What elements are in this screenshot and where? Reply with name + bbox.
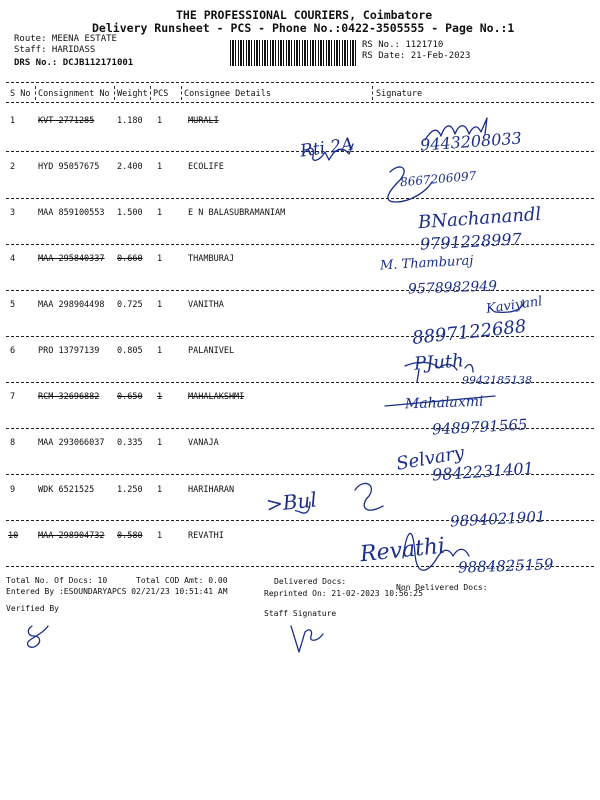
row-consignment: PRO 13797139 bbox=[38, 346, 100, 356]
row-pcs: 1 bbox=[157, 254, 163, 264]
row-weight: 0.725 bbox=[117, 300, 143, 310]
handwritten-phone: 9842231401 bbox=[431, 458, 535, 485]
row-consignment: MAA 295840337 bbox=[38, 254, 105, 264]
company-title: THE PROFESSIONAL COURIERS, Coimbatore bbox=[176, 8, 433, 22]
reprinted-on: Reprinted On: 21-02-2023 10:56:25 bbox=[264, 589, 423, 598]
header-sno: S No bbox=[10, 89, 31, 99]
row-pcs: 1 bbox=[157, 300, 163, 310]
row-sno: 7 bbox=[10, 392, 16, 402]
handwritten-phone: 9884825159 bbox=[457, 555, 554, 577]
row-pcs: 1 bbox=[157, 485, 163, 495]
row-sno: 9 bbox=[10, 485, 16, 495]
row-consignee: VANAJA bbox=[188, 438, 219, 448]
staff-signature-label: Staff Signature bbox=[264, 609, 337, 618]
row-weight: 1.180 bbox=[117, 116, 143, 126]
row-pcs: 1 bbox=[157, 438, 163, 448]
verifier-signature bbox=[22, 620, 62, 652]
row-sno: 5 bbox=[10, 300, 16, 310]
row-sno: 4 bbox=[10, 254, 16, 264]
row-pcs: 1 bbox=[157, 392, 163, 402]
row-weight: 0.805 bbox=[117, 346, 143, 356]
handwritten-signature: >Bul bbox=[264, 487, 318, 517]
header-pcs: PCS bbox=[153, 89, 169, 99]
row-sno: 8 bbox=[10, 438, 16, 448]
row-weight: 0.335 bbox=[117, 438, 143, 448]
total-cod: Total COD Amt: 0.00 bbox=[136, 576, 228, 585]
handwritten-phone: 8897122688 bbox=[411, 316, 528, 349]
row-consignee: MAHALAKSHMI bbox=[188, 392, 245, 402]
row-consignee: E N BALASUBRAMANIAM bbox=[188, 208, 286, 218]
row-weight: 0.580 bbox=[117, 531, 143, 541]
handwritten-signature: PJuth bbox=[413, 350, 465, 375]
row-consignment: WDK 6521525 bbox=[38, 485, 95, 495]
rs-number: RS No.: 1121710 bbox=[362, 40, 444, 50]
handwritten-name: Mahalaxmi bbox=[404, 393, 484, 413]
barcode-image bbox=[230, 40, 356, 66]
total-docs: Total No. Of Docs: 10 bbox=[6, 576, 108, 585]
header-consignment: Consignment No bbox=[38, 89, 110, 99]
row-sno: 10 bbox=[8, 531, 19, 541]
handwritten-name: M. Thamburaj bbox=[379, 253, 474, 274]
divider bbox=[6, 82, 594, 83]
row-weight: 2.400 bbox=[117, 162, 143, 172]
row-consignee: ECOLIFE bbox=[188, 162, 224, 172]
row-consignee: VANITHA bbox=[188, 300, 224, 310]
handwritten-phone: 9791228997 bbox=[419, 229, 523, 254]
row-sno: 6 bbox=[10, 346, 16, 356]
header-weight: Weight bbox=[117, 89, 148, 99]
row-weight: 0.660 bbox=[117, 254, 143, 264]
handwritten-initials: Rti 2A bbox=[298, 134, 355, 162]
row-consignment: MAA 293066037 bbox=[38, 438, 105, 448]
col-sep bbox=[181, 86, 183, 100]
row-sno: 2 bbox=[10, 162, 16, 172]
handwritten-phone: 9942185138 bbox=[462, 374, 532, 387]
row-consignee: REVATHI bbox=[188, 531, 224, 541]
row-consignment: MAA 298904498 bbox=[38, 300, 105, 310]
signature-mark bbox=[355, 483, 383, 510]
verified-by-label: Verified By bbox=[6, 604, 59, 613]
row-consignment: MAA 298904732 bbox=[38, 531, 105, 541]
row-consignee: THAMBURAJ bbox=[188, 254, 235, 264]
row-consignment: RCM 32696882 bbox=[38, 392, 100, 402]
entered-by: Entered By :ESOUNDARYAPCS 02/21/23 10:51:41 AM bbox=[6, 587, 228, 596]
col-sep bbox=[150, 86, 152, 100]
row-pcs: 1 bbox=[157, 208, 163, 218]
route-label: Route: MEENA ESTATE bbox=[14, 34, 117, 44]
row-consignment: HYD 95057675 bbox=[38, 162, 100, 172]
handwritten-name: Kaviyanl bbox=[485, 294, 544, 317]
col-sep bbox=[114, 86, 116, 100]
row-weight: 0.650 bbox=[117, 392, 143, 402]
non-delivered-docs: Non Delivered Docs: bbox=[396, 583, 488, 592]
row-pcs: 1 bbox=[157, 531, 163, 541]
handwritten-phone: 9578982949 bbox=[407, 278, 498, 298]
drs-number: DRS No.: DCJB112171001 bbox=[14, 58, 134, 68]
row-weight: 1.500 bbox=[117, 208, 143, 218]
row-consignment: KVT 2771285 bbox=[38, 116, 95, 126]
row-pcs: 1 bbox=[157, 162, 163, 172]
row-consignee: HARIHARAN bbox=[188, 485, 235, 495]
row-weight: 1.250 bbox=[117, 485, 143, 495]
row-consignee: MURALI bbox=[188, 116, 219, 126]
handwritten-name: BNachanandl bbox=[417, 203, 542, 234]
header-signature: Signature bbox=[376, 89, 423, 99]
row-pcs: 1 bbox=[157, 346, 163, 356]
row-consignee: PALANIVEL bbox=[188, 346, 235, 356]
row-sno: 3 bbox=[10, 208, 16, 218]
row-consignment: MAA 859100553 bbox=[38, 208, 105, 218]
col-sep bbox=[35, 86, 37, 100]
handwritten-signature: Selvary bbox=[394, 442, 466, 475]
row-pcs: 1 bbox=[157, 116, 163, 126]
staff-label: Staff: HARIDASS bbox=[14, 45, 96, 55]
staff-signature-mark bbox=[285, 618, 355, 658]
handwritten-phone: 9489791565 bbox=[431, 415, 528, 439]
runsheet-title: Delivery Runsheet - PCS - Phone No.:0422-3505555 - Page No.:1 bbox=[92, 21, 515, 35]
handwritten-signature: Revathi bbox=[358, 533, 447, 568]
handwritten-phone: 9443208033 bbox=[419, 128, 523, 155]
handwritten-phone: 9894021901 bbox=[449, 507, 546, 531]
handwritten-phone: 8667206097 bbox=[399, 168, 477, 190]
header-consignee: Consignee Details bbox=[184, 89, 271, 99]
row-sno: 1 bbox=[10, 116, 16, 126]
rs-date: RS Date: 21-Feb-2023 bbox=[362, 51, 471, 61]
delivered-docs: Delivered Docs: bbox=[274, 577, 347, 586]
